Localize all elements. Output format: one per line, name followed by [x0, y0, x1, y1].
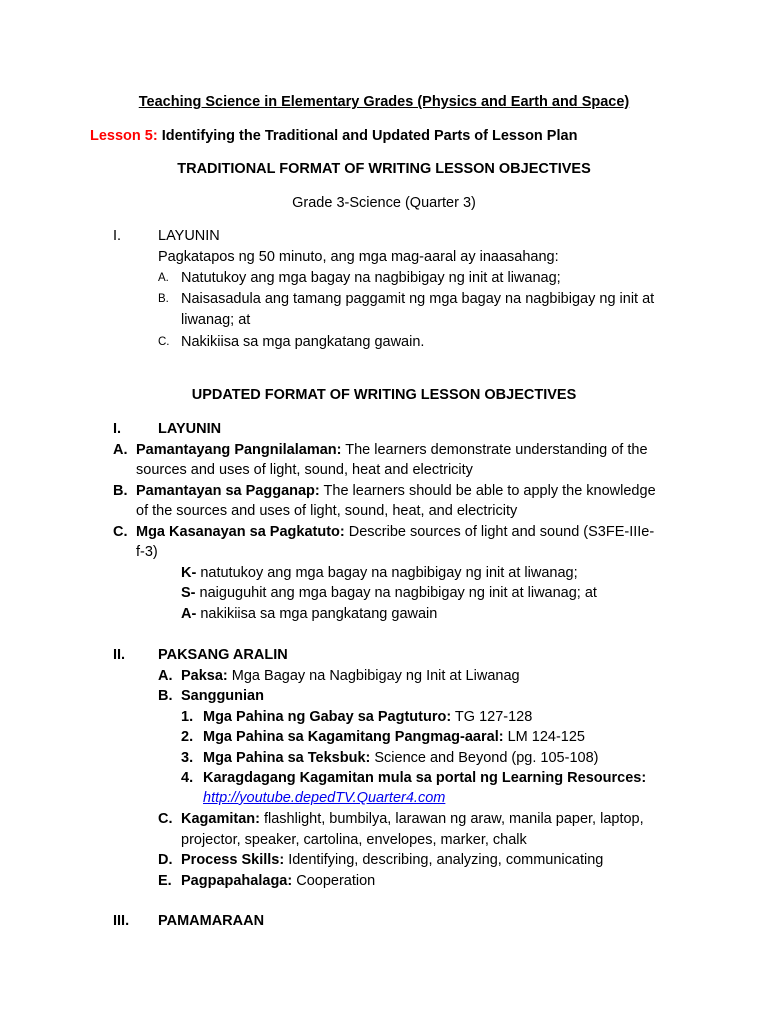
ksa-text: nakikiisa sa mga pangkatang gawain	[196, 606, 438, 622]
ref-marker: 1.	[181, 709, 194, 725]
ref-bold: Mga Pahina ng Gabay sa Pagtuturo:	[203, 709, 452, 725]
kagamitan-desc: flashlight, bumbilya, larawan ng araw, manila paper, laptop,	[259, 811, 644, 827]
upd-section-label: LAYUNIN	[158, 421, 222, 437]
kagamitan-text-cont: projector, speaker, cartolina, envelopes, marker, chalk	[181, 832, 527, 848]
ref-marker: 2.	[181, 729, 194, 745]
ksa-text: natutukoy ang mga bagay na nagbibigay ng init at liwanag;	[196, 565, 578, 581]
trad-item-marker: B.	[158, 293, 169, 305]
trad-item-text: Natutukoy ang mga bagay na nagbibigay ng init at liwanag;	[181, 270, 561, 286]
trad-item-marker: A.	[158, 272, 169, 284]
pamamaraan-label: PAMAMARAAN	[158, 913, 265, 929]
ref-text	[203, 707, 532, 727]
paksang-label: PAKSANG ARALIN	[158, 647, 288, 663]
ref-bold: Mga Pahina sa Kagamitang Pangmag-aaral:	[203, 729, 504, 745]
ref-desc: TG 127-128	[451, 709, 533, 725]
upd-item-text-cont: f-3)	[136, 544, 158, 560]
trad-section-number: I.	[113, 228, 122, 244]
upd-section-number: I.	[113, 421, 122, 437]
ref-text	[203, 748, 598, 768]
trad-item-text: Naisasadula ang tamang paggamit ng mga bagay na nagbibigay ng init at	[181, 291, 655, 307]
upd-item-text	[136, 440, 648, 460]
ref-bold: Karagdagang Kagamitan mula sa portal ng Learning Resources:	[203, 770, 647, 786]
upd-item-marker: B.	[113, 483, 128, 499]
upd-item-desc: The learners should be able to apply the knowledge	[319, 483, 656, 499]
upd-item-text-cont: of the sources and uses of light, sound, heat, and electricity	[136, 503, 518, 519]
lesson-label: Lesson 5:	[90, 128, 158, 144]
upd-item-text-cont: sources and uses of light, sound, heat and electricity	[136, 462, 473, 478]
lesson-title: Identifying the Traditional and Updated Parts of Lesson Plan	[157, 128, 578, 144]
pagpapahalaga-desc: Cooperation	[292, 873, 376, 889]
ksa-skill	[181, 583, 597, 603]
sanggunian-marker: B.	[158, 688, 173, 704]
ksa-key: K-	[181, 565, 197, 581]
trad-section-label: LAYUNIN	[158, 228, 220, 244]
ksa-key: S-	[181, 585, 196, 601]
upd-item-marker: A.	[113, 442, 128, 458]
ref-text	[203, 768, 646, 788]
ref-marker: 3.	[181, 750, 194, 766]
upd-item-text	[136, 522, 654, 542]
trad-intro: Pagkatapos ng 50 minuto, ang mga mag-aaral ay inaasahang:	[158, 249, 559, 265]
trad-item-text: Nakikiisa sa mga pangkatang gawain.	[181, 334, 425, 350]
kagamitan-marker: C.	[158, 811, 173, 827]
kagamitan-bold: Kagamitan:	[181, 811, 260, 827]
upd-item-text	[136, 481, 656, 501]
process-text	[181, 850, 603, 870]
learning-resources-link[interactable]: http://youtube.depedTV.Quarter4.com	[203, 790, 446, 806]
paksa-marker: A.	[158, 668, 173, 684]
pagpapahalaga-marker: E.	[158, 873, 172, 889]
paksa-desc: Mga Bagay na Nagbibigay ng Init at Liwanag	[227, 668, 520, 684]
upd-item-desc: Describe sources of light and sound (S3FE-IIIe-	[344, 524, 655, 540]
ref-bold: Mga Pahina sa Teksbuk:	[203, 750, 371, 766]
upd-item-bold: Pamantayang Pangnilalaman:	[136, 442, 342, 458]
pamamaraan-number: III.	[113, 913, 130, 929]
sanggunian-label: Sanggunian	[181, 688, 264, 704]
pagpapahalaga-bold: Pagpapahalaga:	[181, 873, 293, 889]
kagamitan-text	[181, 809, 644, 829]
ref-text	[203, 727, 585, 747]
paksa-text	[181, 666, 520, 686]
ksa-text: naiguguhit ang mga bagay na nagbibigay ng init at liwanag; at	[195, 585, 597, 601]
pagpapahalaga-text	[181, 871, 375, 891]
upd-item-bold: Mga Kasanayan sa Pagkatuto:	[136, 524, 345, 540]
document-title: Teaching Science in Elementary Grades (Physics and Earth and Space)	[138, 94, 630, 110]
ksa-attitude	[181, 604, 437, 624]
trad-item-text-cont: liwanag; at	[181, 312, 251, 328]
paksang-number: II.	[113, 647, 126, 663]
ref-desc: LM 124-125	[503, 729, 585, 745]
upd-item-bold: Pamantayan sa Pagganap:	[136, 483, 320, 499]
updated-heading: UPDATED FORMAT OF WRITING LESSON OBJECTIVES	[191, 387, 577, 403]
process-bold: Process Skills:	[181, 852, 285, 868]
upd-item-desc: The learners demonstrate understanding of the	[341, 442, 648, 458]
process-desc: Identifying, describing, analyzing, communicating	[284, 852, 604, 868]
paksa-bold: Paksa:	[181, 668, 228, 684]
lesson-heading	[90, 126, 577, 146]
ref-marker: 4.	[181, 770, 194, 786]
ksa-knowledge	[181, 563, 578, 583]
upd-item-marker: C.	[113, 524, 128, 540]
ref-desc: Science and Beyond (pg. 105-108)	[370, 750, 599, 766]
process-marker: D.	[158, 852, 173, 868]
grade-subtitle: Grade 3-Science (Quarter 3)	[292, 195, 476, 211]
ksa-key: A-	[181, 606, 197, 622]
traditional-heading: TRADITIONAL FORMAT OF WRITING LESSON OBJECTIVES	[177, 161, 591, 177]
trad-item-marker: C.	[158, 336, 170, 348]
